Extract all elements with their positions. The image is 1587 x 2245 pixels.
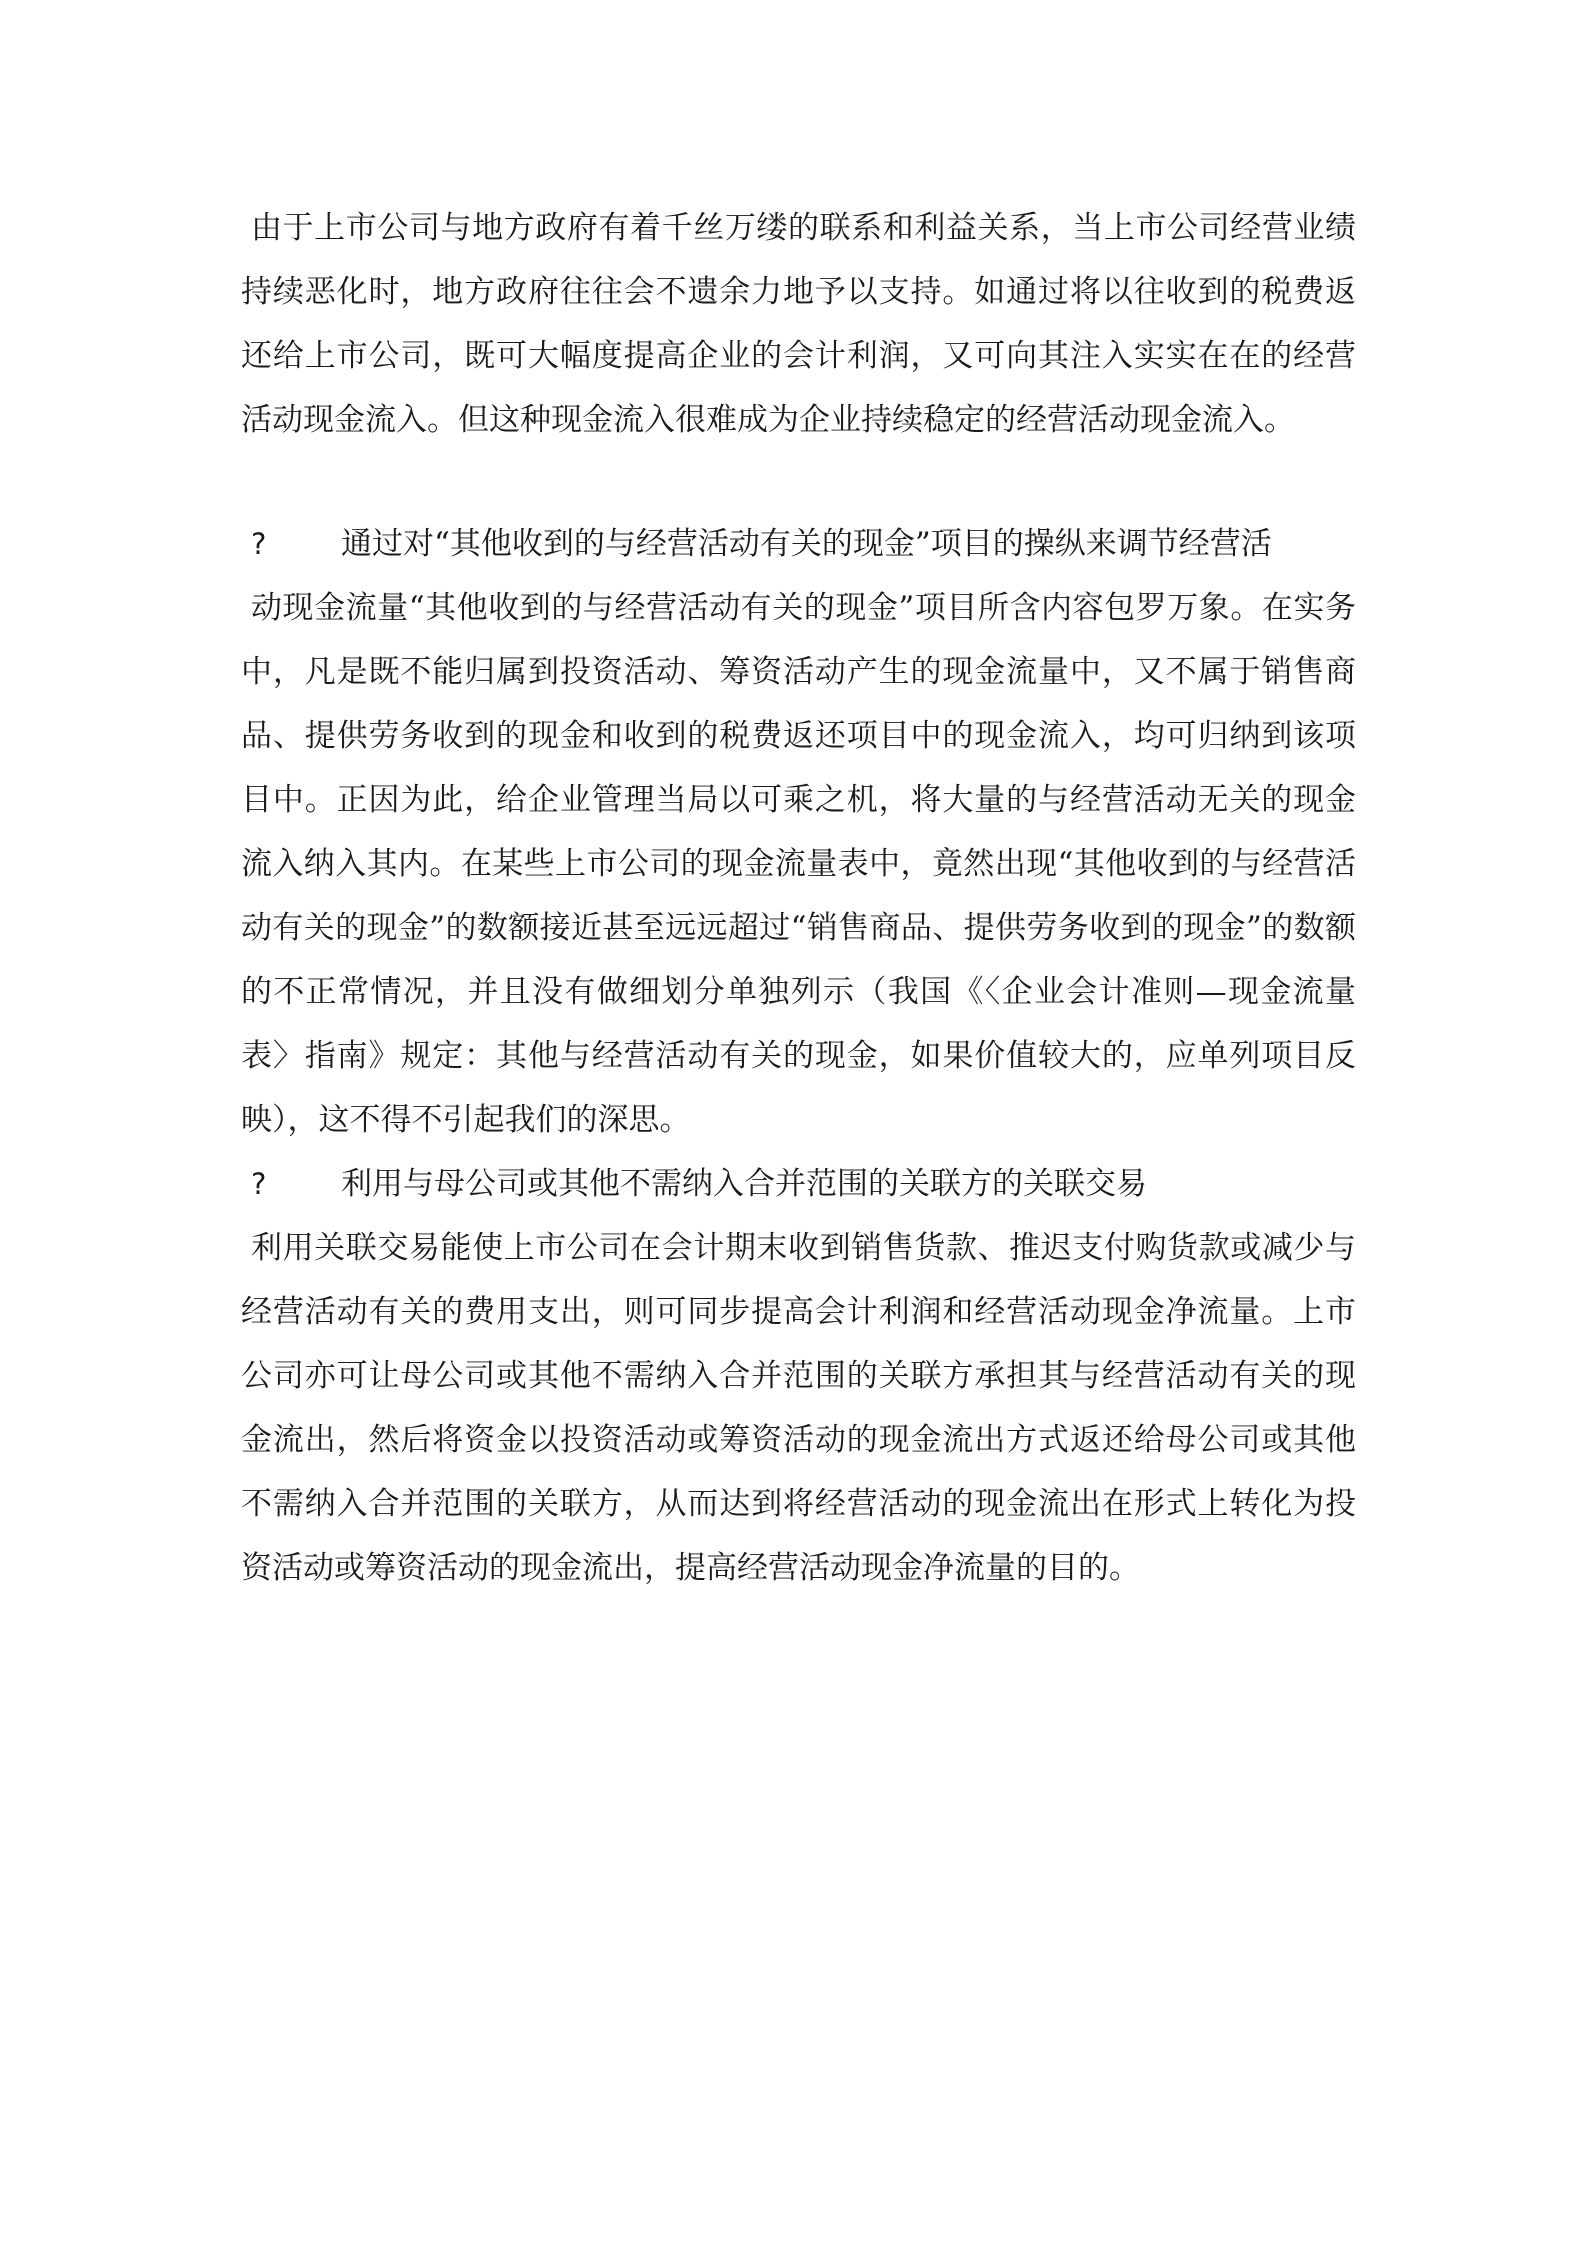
paragraph-related-party: 利用关联交易能使上市公司在会计期末收到销售货款、推迟支付购货款或减少与经营活动有关的费用支出，则可同步提高会计利润和经营活动现金净流量。上市公司亦可让母公司或其他不需纳入合并范围的关联方承担其与经营活动有关的现金流出，然后将资金以投资活动或筹资活动的现金流出方式返还给母公司或其他不需纳入合并范围的关联方，从而达到将经营活动的现金流出在形式上转化为投资活动或筹资活动的现金流出，提高经营活动现金净流量的目的。: [241, 1230, 1356, 1586]
bullet-item-related-party: [241, 1152, 1356, 1216]
bullet-marker: ?: [251, 527, 267, 561]
paragraph-gap: [241, 452, 1356, 512]
paragraph-other-cash: 动现金流量“其他收到的与经营活动有关的现金”项目所含内容包罗万象。在实务中，凡是既不能归属到投资活动、筹资活动产生的现金流量中，又不属于销售商品、提供劳务收到的现金和收到的税费返还项目中的现金流入，均可归纳到该项目中。正因为此，给企业管理当局以可乘之机，将大量的与经营活动无关的现金流入纳入其内。在某些上市公司的现金流量表中，竟然出现“其他收到的与经营活动有关的现金”的数额接近甚至远远超过“销售商品、提供劳务收到的现金”的数额的不正常情况，并且没有做细划分单独列示（我国《〈企业会计准则—现金流量表〉指南》规定：其他与经营活动有关的现金，如果价值较大的，应单列项目反映），这不得不引起我们的深思。: [241, 590, 1356, 1138]
document-body: [241, 196, 1356, 1600]
bullet-heading-other-cash: 通过对“其他收到的与经营活动有关的现金”项目的操纵来调节经营活: [341, 526, 1272, 562]
bullet-marker: ?: [251, 1167, 267, 1201]
paragraph-government-support: 由于上市公司与地方政府有着千丝万缕的联系和利益关系，当上市公司经营业绩持续恶化时，地方政府往往会不遗余力地予以支持。如通过将以往收到的税费返还给上市公司，既可大幅度提高企业的会计利润，又可向其注入实实在在的经营活动现金流入。但这种现金流入很难成为企业持续稳定的经营活动现金流入。: [241, 210, 1356, 438]
bullet-heading-related-party: 利用与母公司或其他不需纳入合并范围的关联方的关联交易: [341, 1166, 1147, 1202]
bullet-item-other-cash: [241, 512, 1356, 576]
